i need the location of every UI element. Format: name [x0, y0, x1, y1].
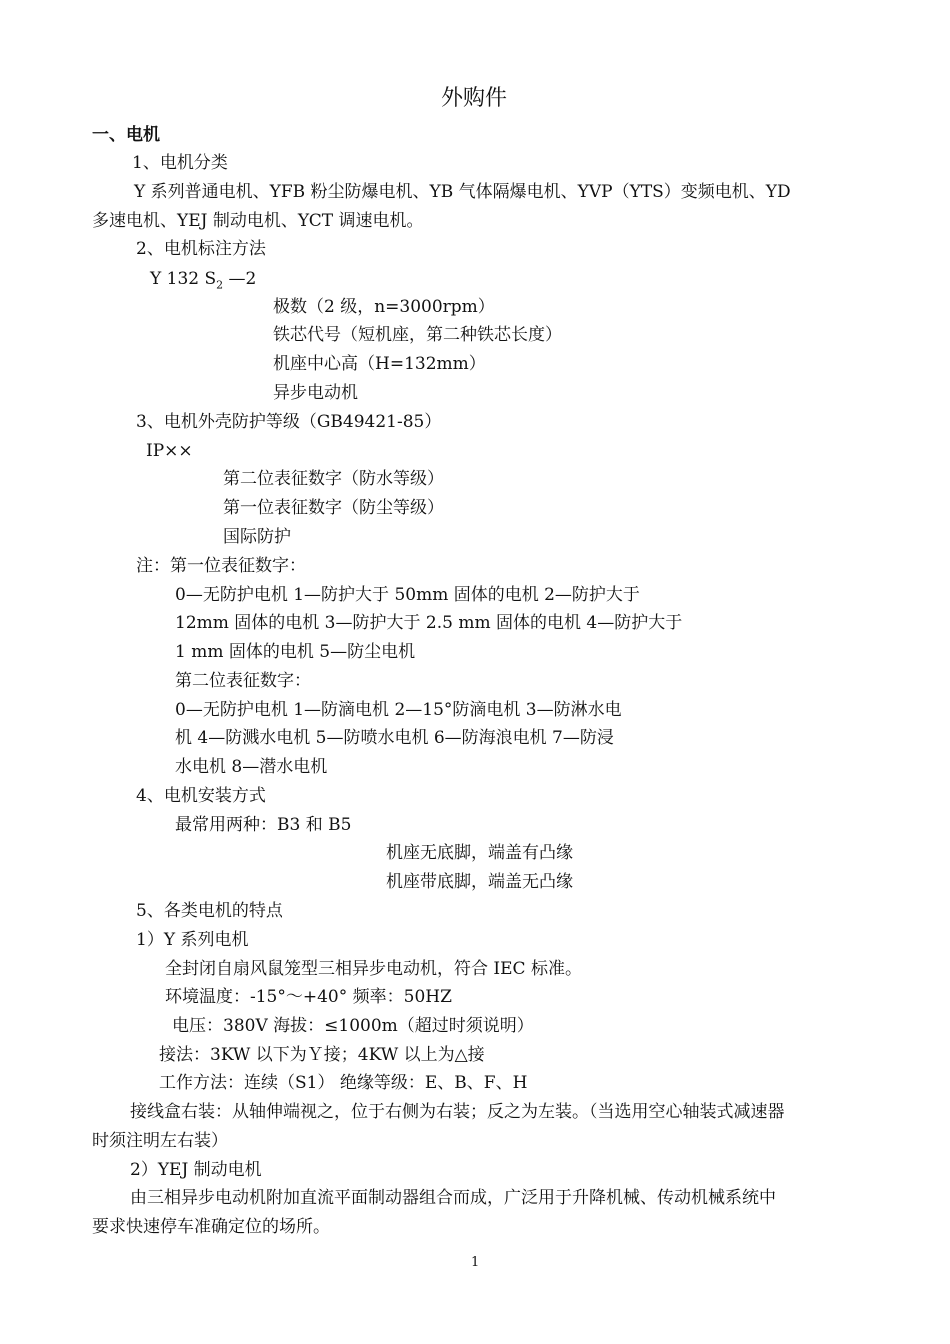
installation-explanation: 机座无底脚，端盖有凸缘 — [386, 843, 573, 863]
heading-motor-classification: 1、电机分类 — [132, 153, 228, 173]
y-series-line: 全封闭自扇风鼠笼型三相异步电动机，符合 IEC 标准。 — [165, 959, 582, 979]
first-digit-line: 1 mm 固体的电机 5—防尘电机 — [175, 642, 416, 662]
ip-explanation: 第一位表征数字（防尘等级） — [223, 498, 444, 518]
ip-explanation: 第二位表征数字（防水等级） — [223, 469, 444, 489]
subheading-y-series: 1）Y 系列电机 — [136, 930, 249, 950]
model-code-subscript: 2 — [216, 278, 224, 292]
paragraph-line: 多速电机、YEJ 制动电机、YCT 调速电机。 — [92, 211, 424, 231]
second-digit-heading: 第二位表征数字： — [175, 671, 311, 691]
heading-motor-features: 5、各类电机的特点 — [136, 901, 283, 921]
model-code — [150, 268, 256, 296]
first-digit-line: 0—无防护电机 1—防护大于 50mm 固体的电机 2—防护大于 — [175, 585, 640, 605]
y-series-line: 环境温度：-15°～+40° 频率：50HZ — [165, 987, 452, 1007]
terminal-box-line: 时须注明左右装） — [92, 1131, 228, 1151]
ip-code: IP×× — [146, 441, 193, 461]
second-digit-line: 机 4—防溅水电机 5—防喷水电机 6—防海浪电机 7—防浸 — [175, 728, 614, 748]
second-digit-line: 0—无防护电机 1—防滴电机 2—15°防滴电机 3—防淋水电 — [175, 700, 622, 720]
second-digit-line: 水电机 8—潜水电机 — [175, 757, 328, 777]
note-heading: 注：第一位表征数字： — [136, 556, 306, 576]
terminal-box-line: 接线盒右装：从轴伸端视之，位于右侧为右装；反之为左装。（当选用空心轴装式减速器 — [130, 1102, 785, 1122]
ip-explanation: 国际防护 — [223, 527, 291, 547]
y-series-line: 电压：380V 海拔：≤1000m（超过时须说明） — [172, 1016, 534, 1036]
heading-marking-method: 2、电机标注方法 — [136, 239, 266, 259]
first-digit-line: 12mm 固体的电机 3—防护大于 2.5 mm 固体的电机 4—防护大于 — [175, 613, 683, 633]
page-number: 1 — [471, 1255, 480, 1270]
code-explanation: 极数（2 级，n=3000rpm） — [273, 297, 495, 317]
page-title: 外购件 — [441, 86, 508, 111]
installation-line: 最常用两种：B3 和 B5 — [175, 815, 352, 835]
paragraph-line: Y 系列普通电机、YFB 粉尘防爆电机、YB 气体隔爆电机、YVP（YTS）变频电机、YD — [134, 182, 791, 202]
yej-line: 要求快速停车准确定位的场所。 — [92, 1217, 330, 1237]
model-code-tail: —2 — [223, 269, 257, 289]
y-series-line: 工作方法：连续（S1） 绝缘等级：E、B、F、H — [159, 1073, 528, 1093]
section-heading-motor: 一、电机 — [92, 125, 160, 145]
installation-explanation: 机座带底脚，端盖无凸缘 — [386, 872, 573, 892]
heading-protection-grade: 3、电机外壳防护等级（GB49421-85） — [136, 412, 442, 432]
y-series-line: 接法：3KW 以下为Ｙ接；4KW 以上为△接 — [159, 1045, 485, 1065]
subheading-yej: 2）YEJ 制动电机 — [130, 1160, 262, 1180]
model-code-main: Y 132 S — [150, 269, 217, 289]
yej-line: 由三相异步电动机附加直流平面制动器组合而成，广泛用于升降机械、传动机械系统中 — [130, 1188, 776, 1208]
code-explanation: 异步电动机 — [273, 383, 358, 403]
code-explanation: 机座中心高（H=132mm） — [273, 354, 486, 374]
heading-installation: 4、电机安装方式 — [136, 786, 266, 806]
code-explanation: 铁芯代号（短机座，第二种铁芯长度） — [273, 325, 562, 345]
